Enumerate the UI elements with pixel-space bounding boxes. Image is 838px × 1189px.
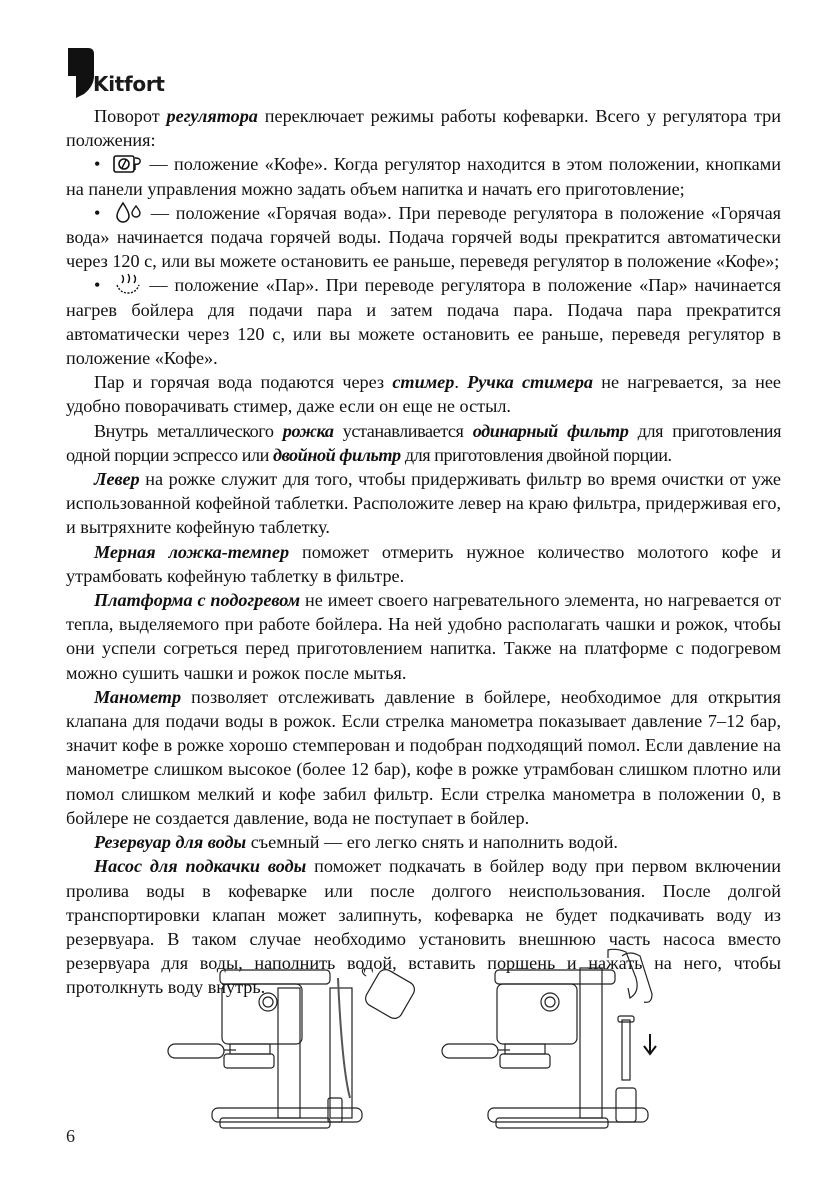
page-number: 6 — [66, 1126, 75, 1146]
paragraph-tamper: Мерная ложка-темпер поможет отмерить нужное количество молотого кофе и утрамбовать кофейную таблетку в фильтре. — [66, 541, 781, 586]
bullet-coffee: • — положение «Кофе». Когда регулятор находится в этом положении, кнопками на панели управления можно задать объем напитка и начать его приготовление; — [66, 154, 781, 199]
body-text — [66, 104, 781, 1000]
coffee-machine-illustration-right — [442, 949, 656, 1128]
paragraph-filters: Внутрь металлического рожка устанавливается одинарный фильтр для приготовления одной порции эспрессо или двойной фильтр для приготовления двойной порции. — [66, 420, 781, 465]
steam-icon — [114, 273, 142, 295]
brand-logo — [66, 46, 165, 98]
hot-water-icon — [114, 201, 144, 223]
paragraph-steamer: Пар и горячая вода подаются через стимер. Ручка стимера не нагревается, за нее удобно поворачивать стимер, даже если он еще не остыл. — [66, 372, 781, 417]
paragraph-lever: Левер на рожке служит для того, чтобы придерживать фильтр во время очистки от уже использованной кофейной таблетки. Расположите левер на краю фильтра, придерживая его, и вытряхните кофейную таблетку. — [66, 469, 781, 538]
paragraph-reservoir: Резервуар для воды съемный — его легко снять и наполнить водой. — [94, 832, 618, 853]
illustrations — [160, 948, 700, 1138]
brand-name: Kitfort — [93, 72, 165, 96]
bullet-steam: • — положение «Пар». При переводе регулятора в положение «Пар» начинается нагрев бойлера для подачи пара и затем подача пара. Подача пара прекратится автоматически через 120 с, или вы можете остановить ее раньше, переведя регулятор в положение «Кофе». — [66, 275, 781, 369]
paragraph-pump: Насос для подкачки воды поможет подкачать в бойлер воду при первом включении пролива воды в кофеварке или после долгого неиспользования. После долгой транспортировки клапан может залипнуть, кофеварка не будет подкачивать воду из резервуара. В таком случае необходимо установить внешнюю часть насоса вместо резервуара для воды, наполнить водой, вставить поршень и нажать на него, чтобы протолкнуть воду внутрь. — [66, 856, 781, 998]
paragraph-manometer: Манометр позволяет отслеживать давление в бойлере, необходимое для открытия клапана для подачи воды в рожок. Если стрелка манометра показывает давление 7–12 бар, значит кофе в рожке хорошо стемперован и подобран подходящий помол. Если давление на манометре слишком высокое (более 12 бар), кофе в рожке утрамбован слишком плотно или помол слишком мелкий и кофе забил фильтр. Если стрелка манометра в положении 0, в бойлере не создается давление, вода не поступает в бойлер. — [66, 686, 781, 828]
kitfort-logo-icon — [66, 46, 96, 98]
coffee-mode-icon — [113, 154, 143, 174]
coffee-machine-illustration-left — [168, 967, 417, 1128]
paragraph-platform: Платформа с подогревом не имеет своего нагревательного элемента, но нагревается от тепла, выделяемого при работе бойлера. На ней удобно располагать чашки и рожок, чтобы они успели согреться перед приготовлением напитка. Также на платформе с подогревом можно сушить чашки и рожок после мытья. — [66, 590, 781, 683]
bullet-hot-water: • — положение «Горячая вода». При переводе регулятора в положение «Горячая вода» начинается подача горячей воды. Подача горячей воды прекратится автоматически через 120 с, или вы можете остановить ее раньше, переведя регулятор в положение «Кофе»; — [66, 202, 782, 272]
paragraph-regulator: Поворот регулятора переключает режимы работы кофеварки. Всего у регулятора три положения: — [66, 106, 781, 151]
